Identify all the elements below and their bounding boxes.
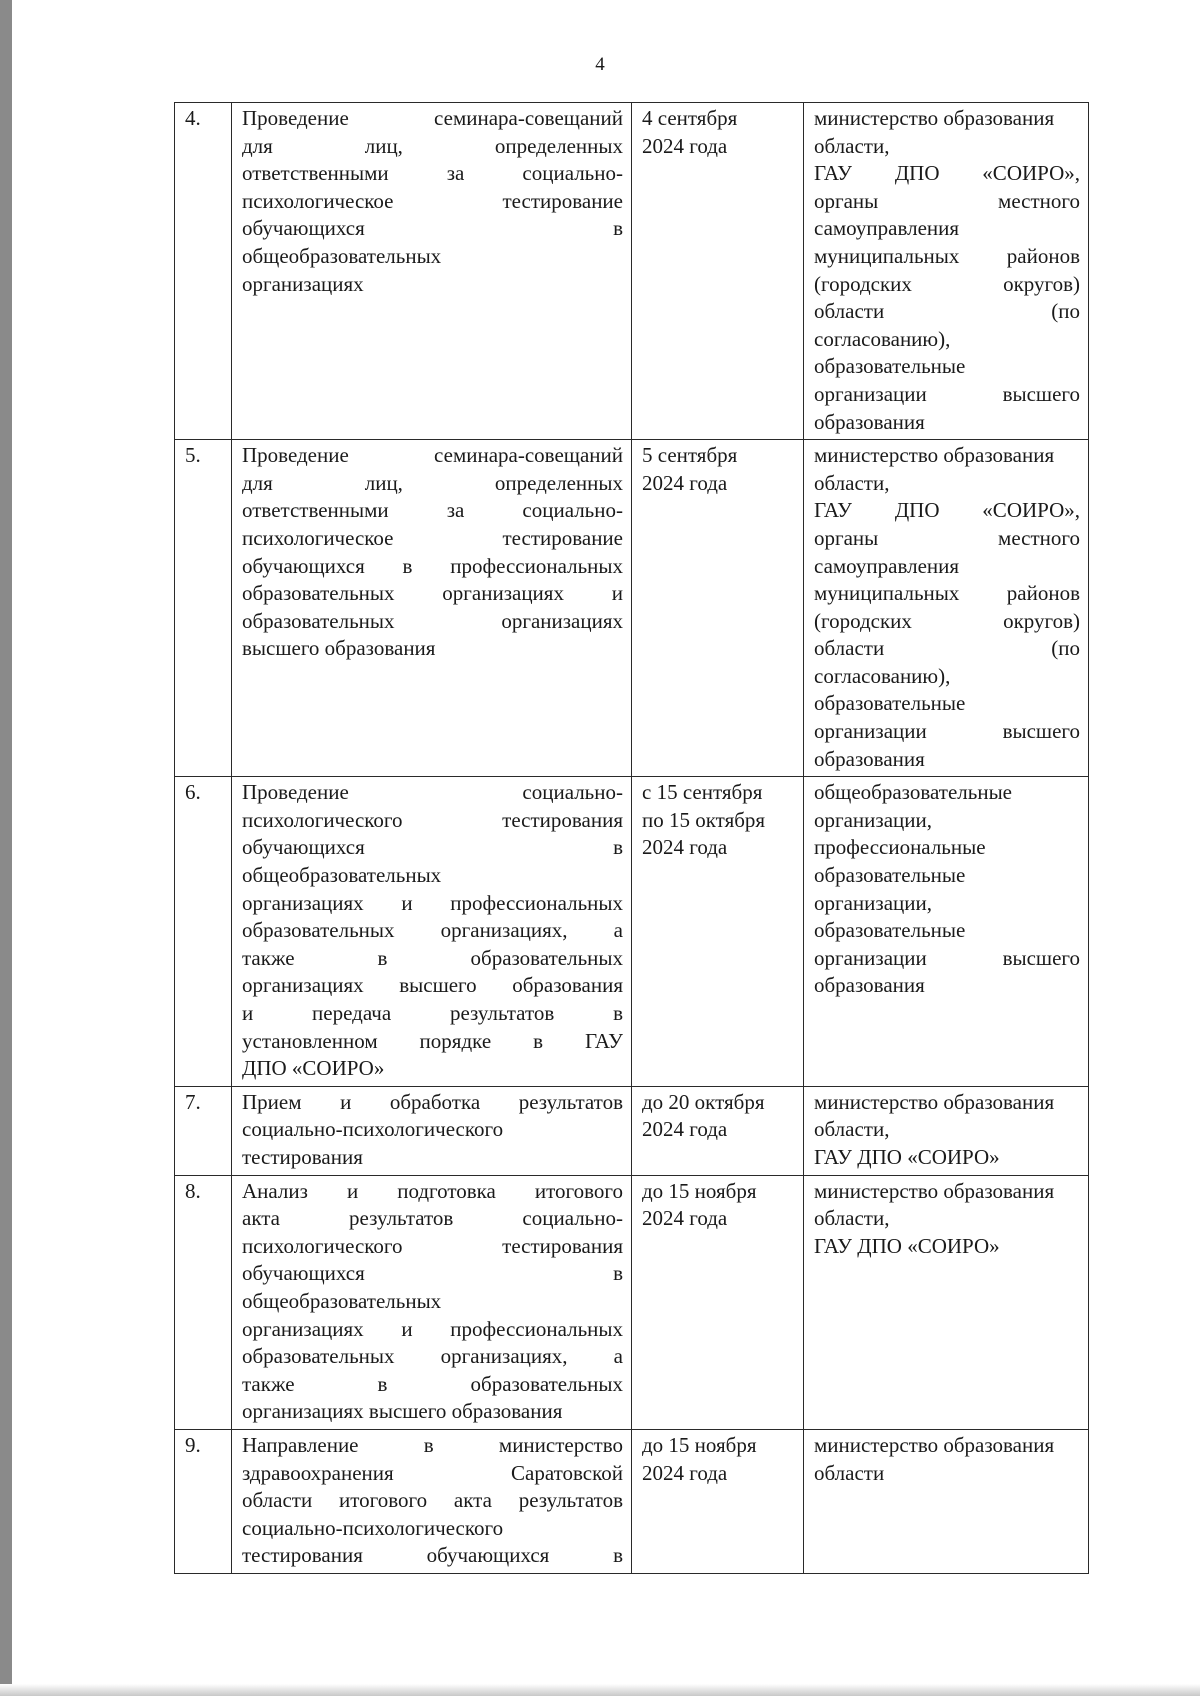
event-description — [232, 440, 632, 777]
table-row — [175, 1175, 1089, 1429]
responsible-text-line: организации высшего — [814, 719, 1080, 744]
event-text-line: психологического тестирования — [242, 1233, 623, 1258]
responsible-text-line: (городских округов) — [814, 271, 1080, 296]
event-deadline — [632, 1086, 804, 1175]
responsible-text-line: министерство образования — [814, 1178, 1055, 1203]
responsible-text-line: самоуправления — [814, 553, 960, 578]
event-text-line: социально-психологического — [242, 1515, 504, 1540]
responsible-text-line: министерство образования — [814, 1089, 1055, 1114]
responsible-parties — [804, 1429, 1089, 1573]
page-number: 4 — [595, 54, 605, 75]
responsible-text-line: муниципальных районов — [814, 243, 1080, 268]
event-deadline — [632, 1429, 804, 1573]
responsible-parties — [804, 440, 1089, 777]
responsible-text-line: министерство образования — [814, 1432, 1055, 1457]
event-text-line: Проведение социально- — [242, 780, 623, 805]
responsible-text-line: согласованию), — [814, 326, 951, 351]
responsible-text-line: образовательные — [814, 863, 966, 888]
deadline-text-line: с 15 сентября — [642, 780, 763, 805]
responsible-text-line: органы местного — [814, 525, 1080, 550]
deadline-text-line: 2024 года — [642, 835, 728, 860]
responsible-text-line: образования — [814, 746, 925, 771]
event-text-line: образовательных организациях, а — [242, 918, 623, 943]
event-text-line: области итогового акта результатов — [242, 1488, 623, 1513]
event-text-line: ответственными за социально- — [242, 161, 623, 186]
deadline-text-line: 5 сентября — [642, 443, 738, 468]
deadline-text-line: 2024 года — [642, 1117, 728, 1142]
event-text-line: психологического тестирования — [242, 807, 623, 832]
event-text-line: образовательных организациях, а — [242, 1344, 623, 1369]
responsible-text-line: согласованию), — [814, 663, 951, 688]
event-text-line: психологическое тестирование — [242, 525, 623, 550]
deadline-text-line: 4 сентября — [642, 106, 738, 130]
responsible-text-line: (городских округов) — [814, 608, 1080, 633]
deadline-text-line: 2024 года — [642, 470, 728, 495]
responsible-text-line: образовательные — [814, 354, 966, 379]
event-text-line: ответственными за социально- — [242, 498, 623, 523]
row-number: 6. — [175, 777, 232, 1087]
responsible-text-line: образовательные — [814, 918, 966, 943]
deadline-text-line: до 15 ноября — [642, 1432, 757, 1457]
responsible-text-line: области, — [814, 1206, 890, 1231]
row-number: 4. — [175, 103, 232, 440]
event-text-line: высшего образования — [242, 636, 436, 661]
responsible-parties — [804, 1175, 1089, 1429]
deadline-text-line: до 15 ноября — [642, 1178, 757, 1203]
event-text-line: организациях высшего образования — [242, 1399, 563, 1424]
event-text-line: общеобразовательных — [242, 863, 442, 888]
deadline-text-line: 2024 года — [642, 133, 728, 158]
event-text-line: обучающихся в — [242, 1261, 623, 1286]
event-text-line: организациях — [242, 271, 364, 296]
responsible-parties — [804, 777, 1089, 1087]
event-text-line: для лиц, определенных — [242, 133, 623, 158]
scan-edge-left — [0, 0, 12, 1696]
event-deadline — [632, 777, 804, 1087]
responsible-text-line: профессиональные — [814, 835, 986, 860]
responsible-text-line: области, — [814, 470, 890, 495]
event-deadline — [632, 1175, 804, 1429]
deadline-text-line: до 20 октября — [642, 1089, 765, 1114]
row-number: 7. — [175, 1086, 232, 1175]
event-text-line: общеобразовательных — [242, 243, 442, 268]
event-text-line: Направление в министерство — [242, 1432, 623, 1457]
event-text-line: обучающихся в профессиональных — [242, 553, 623, 578]
responsible-text-line: организации высшего — [814, 945, 1080, 970]
responsible-text-line: самоуправления — [814, 216, 960, 241]
row-number: 9. — [175, 1429, 232, 1573]
responsible-text-line: организации, — [814, 807, 932, 832]
event-text-line: общеобразовательных — [242, 1288, 442, 1313]
event-text-line: организациях и профессиональных — [242, 890, 623, 915]
event-text-line: психологическое тестирование — [242, 188, 623, 213]
event-text-line: социально-психологического — [242, 1117, 504, 1142]
event-text-line: также в образовательных — [242, 945, 623, 970]
event-plan-table — [174, 102, 1089, 1574]
event-deadline — [632, 103, 804, 440]
event-text-line: здравоохранения Саратовской — [242, 1460, 623, 1485]
event-text-line: Проведение семинара-совещаний — [242, 106, 623, 130]
event-text-line: тестирования — [242, 1144, 363, 1169]
responsible-text-line: образования — [814, 973, 925, 998]
event-plan-body — [175, 103, 1089, 1574]
table-row — [175, 440, 1089, 777]
event-deadline — [632, 440, 804, 777]
event-description — [232, 1086, 632, 1175]
event-text-line: акта результатов социально- — [242, 1206, 623, 1231]
event-text-line: для лиц, определенных — [242, 470, 623, 495]
event-description — [232, 1429, 632, 1573]
responsible-text-line: ГАУ ДПО «СОИРО» — [814, 1233, 1000, 1258]
event-text-line: образовательных организациях — [242, 608, 623, 633]
responsible-text-line: организации высшего — [814, 381, 1080, 406]
event-text-line: организациях и профессиональных — [242, 1316, 623, 1341]
responsible-text-line: общеобразовательные — [814, 780, 1012, 805]
responsible-text-line: образовательные — [814, 691, 966, 716]
responsible-text-line: области — [814, 1460, 885, 1485]
responsible-text-line: ГАУ ДПО «СОИРО», — [814, 161, 1080, 186]
event-text-line: тестирования обучающихся в — [242, 1543, 623, 1568]
table-row — [175, 103, 1089, 440]
responsible-parties — [804, 1086, 1089, 1175]
table-row — [175, 1086, 1089, 1175]
responsible-text-line: муниципальных районов — [814, 581, 1080, 606]
responsible-text-line: области (по — [814, 299, 1080, 324]
table-row — [175, 1429, 1089, 1573]
responsible-text-line: органы местного — [814, 188, 1080, 213]
deadline-text-line: по 15 октября — [642, 807, 766, 832]
event-text-line: обучающихся в — [242, 835, 623, 860]
responsible-text-line: ГАУ ДПО «СОИРО» — [814, 1144, 1000, 1169]
deadline-text-line: 2024 года — [642, 1460, 728, 1485]
event-text-line: Прием и обработка результатов — [242, 1089, 623, 1114]
responsible-text-line: области, — [814, 133, 890, 158]
row-number: 8. — [175, 1175, 232, 1429]
responsible-text-line: ГАУ ДПО «СОИРО», — [814, 498, 1080, 523]
responsible-text-line: области, — [814, 1117, 890, 1142]
event-text-line: и передача результатов в — [242, 1001, 623, 1025]
row-number: 5. — [175, 440, 232, 777]
event-description — [232, 103, 632, 440]
responsible-text-line: организации, — [814, 890, 932, 915]
responsible-parties — [804, 103, 1089, 440]
event-text-line: организациях высшего образования — [242, 973, 623, 998]
deadline-text-line: 2024 года — [642, 1206, 728, 1231]
responsible-text-line: министерство образования — [814, 443, 1055, 468]
table-row — [175, 777, 1089, 1087]
event-text-line: Анализ и подготовка итогового — [242, 1178, 623, 1203]
event-description — [232, 777, 632, 1087]
scan-edge-bottom — [0, 1684, 1200, 1696]
event-text-line: установленном порядке в ГАУ — [242, 1028, 623, 1053]
event-text-line: Проведение семинара-совещаний — [242, 443, 623, 468]
responsible-text-line: образования — [814, 409, 925, 434]
responsible-text-line: министерство образования — [814, 106, 1055, 130]
event-text-line: также в образовательных — [242, 1371, 623, 1396]
event-text-line: образовательных организациях и — [242, 581, 623, 606]
responsible-text-line: области (по — [814, 636, 1080, 661]
event-description — [232, 1175, 632, 1429]
event-text-line: обучающихся в — [242, 216, 623, 241]
event-text-line: ДПО «СОИРО» — [242, 1056, 385, 1081]
